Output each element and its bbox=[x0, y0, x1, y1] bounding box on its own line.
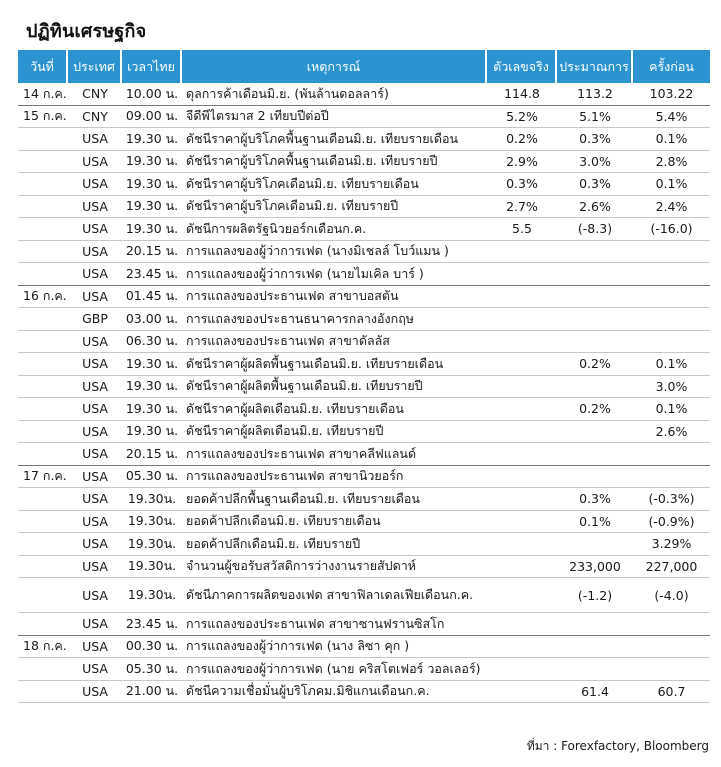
previous-cell: 2.6% bbox=[633, 421, 710, 444]
header-event: เหตุการณ์ bbox=[182, 50, 487, 83]
country-cell: USA bbox=[68, 681, 122, 704]
actual-cell bbox=[487, 353, 557, 376]
table-row bbox=[18, 398, 710, 421]
date-cell bbox=[18, 613, 68, 636]
event-cell: การแถลงของผู้ว่าการเฟด (นาย คริสโตเฟอร์ วอลเลอร์) bbox=[182, 658, 487, 681]
time-cell: 01.45 น. bbox=[122, 286, 182, 309]
forecast-cell: 233,000 bbox=[557, 556, 633, 579]
previous-cell: (-0.9%) bbox=[633, 511, 710, 534]
country-cell: USA bbox=[68, 658, 122, 681]
previous-cell: 0.1% bbox=[633, 353, 710, 376]
forecast-cell: 61.4 bbox=[557, 681, 633, 704]
table-row bbox=[18, 613, 710, 636]
actual-cell: 2.9% bbox=[487, 151, 557, 174]
date-cell bbox=[18, 196, 68, 219]
actual-cell bbox=[487, 308, 557, 331]
header-previous: ครั้งก่อน bbox=[633, 50, 710, 83]
date-cell bbox=[18, 578, 68, 613]
date-cell bbox=[18, 218, 68, 241]
event-cell: ยอดค้าปลีกเดือนมิ.ย. เทียบรายปี bbox=[182, 533, 487, 556]
previous-cell: 0.1% bbox=[633, 398, 710, 421]
time-cell: 05.30 น. bbox=[122, 658, 182, 681]
date-cell bbox=[18, 421, 68, 444]
table-row bbox=[18, 556, 710, 579]
actual-cell bbox=[487, 398, 557, 421]
table-row bbox=[18, 533, 710, 556]
forecast-cell bbox=[557, 421, 633, 444]
time-cell: 20.15 น. bbox=[122, 443, 182, 466]
economic-calendar-table bbox=[18, 50, 710, 703]
table-row bbox=[18, 578, 710, 613]
date-cell bbox=[18, 263, 68, 286]
time-cell: 19.30น. bbox=[122, 511, 182, 534]
table-header-row bbox=[18, 50, 710, 83]
actual-cell bbox=[487, 578, 557, 613]
table-row bbox=[18, 196, 710, 219]
date-cell bbox=[18, 241, 68, 264]
time-cell: 23.45 น. bbox=[122, 613, 182, 636]
forecast-cell: 0.2% bbox=[557, 398, 633, 421]
date-cell bbox=[18, 488, 68, 511]
country-cell: USA bbox=[68, 241, 122, 264]
forecast-cell bbox=[557, 533, 633, 556]
date-cell bbox=[18, 556, 68, 579]
date-cell: 16 ก.ค. bbox=[18, 286, 68, 309]
country-cell: USA bbox=[68, 173, 122, 196]
time-cell: 03.00 น. bbox=[122, 308, 182, 331]
date-cell bbox=[18, 443, 68, 466]
time-cell: 19.30น. bbox=[122, 578, 182, 613]
forecast-cell bbox=[557, 308, 633, 331]
event-cell: การแถลงของประธานเฟด สาขานิวยอร์ก bbox=[182, 466, 487, 489]
country-cell: USA bbox=[68, 466, 122, 489]
time-cell: 19.30 น. bbox=[122, 128, 182, 151]
forecast-cell: 5.1% bbox=[557, 106, 633, 129]
country-cell: USA bbox=[68, 151, 122, 174]
event-cell: ดัชนีราคาผู้ผลิตพื้นฐานเดือนมิ.ย. เทียบรายเดือน bbox=[182, 353, 487, 376]
time-cell: 20.15 น. bbox=[122, 241, 182, 264]
date-cell bbox=[18, 151, 68, 174]
previous-cell bbox=[633, 286, 710, 309]
event-cell: จีดีพีไตรมาส 2 เทียบปีต่อปี bbox=[182, 106, 487, 129]
forecast-cell: 3.0% bbox=[557, 151, 633, 174]
forecast-cell bbox=[557, 286, 633, 309]
actual-cell: 0.3% bbox=[487, 173, 557, 196]
previous-cell: 3.29% bbox=[633, 533, 710, 556]
date-cell bbox=[18, 308, 68, 331]
actual-cell bbox=[487, 263, 557, 286]
table-row bbox=[18, 353, 710, 376]
time-cell: 19.30 น. bbox=[122, 421, 182, 444]
forecast-cell bbox=[557, 376, 633, 399]
date-cell bbox=[18, 511, 68, 534]
event-cell: ดัชนีราคาผู้บริโภคเดือนมิ.ย. เทียบรายปี bbox=[182, 196, 487, 219]
event-cell: ดัชนีราคาผู้บริโภคพื้นฐานเดือนมิ.ย. เทียบรายปี bbox=[182, 151, 487, 174]
event-cell: ดัชนีราคาผู้ผลิตเดือนมิ.ย. เทียบรายปี bbox=[182, 421, 487, 444]
header-time: เวลาไทย bbox=[122, 50, 182, 83]
event-cell: ยอดค้าปลีกพื้นฐานเดือนมิ.ย. เทียบรายเดือน bbox=[182, 488, 487, 511]
event-cell: การแถลงของประธานเฟด สาขาคลีฟแลนด์ bbox=[182, 443, 487, 466]
event-cell: ยอดค้าปลีกเดือนมิ.ย. เทียบรายเดือน bbox=[182, 511, 487, 534]
event-cell: การแถลงของประธานธนาคารกลางอังกฤษ bbox=[182, 308, 487, 331]
country-cell: USA bbox=[68, 376, 122, 399]
event-cell: ดัชนีราคาผู้บริโภคพื้นฐานเดือนมิ.ย. เทียบรายเดือน bbox=[182, 128, 487, 151]
table-row bbox=[18, 488, 710, 511]
previous-cell: (-4.0) bbox=[633, 578, 710, 613]
date-cell bbox=[18, 681, 68, 704]
actual-cell: 0.2% bbox=[487, 128, 557, 151]
previous-cell: 2.8% bbox=[633, 151, 710, 174]
previous-cell bbox=[633, 613, 710, 636]
header-country: ประเทศ bbox=[68, 50, 122, 83]
date-cell bbox=[18, 398, 68, 421]
table-row bbox=[18, 466, 710, 489]
time-cell: 19.30 น. bbox=[122, 173, 182, 196]
event-cell: ดัชนีความเชื่อมั่นผู้บริโภคม.มิชิแกนเดือนก.ค. bbox=[182, 681, 487, 704]
time-cell: 21.00 น. bbox=[122, 681, 182, 704]
actual-cell bbox=[487, 511, 557, 534]
date-cell bbox=[18, 128, 68, 151]
event-cell: ดัชนีราคาผู้ผลิตเดือนมิ.ย. เทียบรายเดือน bbox=[182, 398, 487, 421]
previous-cell: 103.22 bbox=[633, 83, 710, 106]
forecast-cell bbox=[557, 331, 633, 354]
actual-cell bbox=[487, 466, 557, 489]
forecast-cell: 0.3% bbox=[557, 128, 633, 151]
country-cell: USA bbox=[68, 218, 122, 241]
country-cell: USA bbox=[68, 286, 122, 309]
country-cell: USA bbox=[68, 421, 122, 444]
source-note: ที่มา : Forexfactory, Bloomberg bbox=[526, 739, 709, 753]
actual-cell: 5.5 bbox=[487, 218, 557, 241]
country-cell: USA bbox=[68, 398, 122, 421]
forecast-cell: 0.3% bbox=[557, 173, 633, 196]
country-cell: USA bbox=[68, 196, 122, 219]
country-cell: USA bbox=[68, 488, 122, 511]
forecast-cell: 2.6% bbox=[557, 196, 633, 219]
forecast-cell bbox=[557, 241, 633, 264]
forecast-cell bbox=[557, 263, 633, 286]
table-row bbox=[18, 128, 710, 151]
table-row bbox=[18, 173, 710, 196]
forecast-cell bbox=[557, 443, 633, 466]
event-cell: ดัชนีการผลิตรัฐนิวยอร์กเดือนก.ค. bbox=[182, 218, 487, 241]
forecast-cell: 0.3% bbox=[557, 488, 633, 511]
country-cell: CNY bbox=[68, 106, 122, 129]
date-cell bbox=[18, 658, 68, 681]
previous-cell: 0.1% bbox=[633, 173, 710, 196]
actual-cell bbox=[487, 241, 557, 264]
actual-cell bbox=[487, 488, 557, 511]
actual-cell bbox=[487, 613, 557, 636]
previous-cell bbox=[633, 308, 710, 331]
actual-cell bbox=[487, 443, 557, 466]
table-row bbox=[18, 106, 710, 129]
event-cell: ดัชนีราคาผู้ผลิตพื้นฐานเดือนมิ.ย. เทียบรายปี bbox=[182, 376, 487, 399]
table-row bbox=[18, 286, 710, 309]
country-cell: USA bbox=[68, 331, 122, 354]
time-cell: 09.00 น. bbox=[122, 106, 182, 129]
country-cell: USA bbox=[68, 613, 122, 636]
event-cell: ดุลการค้าเดือนมิ.ย. (พันล้านดอลลาร์) bbox=[182, 83, 487, 106]
table-row bbox=[18, 241, 710, 264]
table-row bbox=[18, 421, 710, 444]
country-cell: CNY bbox=[68, 83, 122, 106]
table-row bbox=[18, 308, 710, 331]
forecast-cell bbox=[557, 658, 633, 681]
time-cell: 23.45 น. bbox=[122, 263, 182, 286]
actual-cell bbox=[487, 286, 557, 309]
table-row bbox=[18, 331, 710, 354]
event-cell: การแถลงของประธานเฟด สาขาบอสตัน bbox=[182, 286, 487, 309]
date-cell: 18 ก.ค. bbox=[18, 636, 68, 659]
country-cell: USA bbox=[68, 511, 122, 534]
event-cell: การแถลงของประธานเฟด สาขาซานฟรานซิสโก bbox=[182, 613, 487, 636]
previous-cell: (-16.0) bbox=[633, 218, 710, 241]
time-cell: 19.30 น. bbox=[122, 218, 182, 241]
actual-cell bbox=[487, 658, 557, 681]
previous-cell: 0.1% bbox=[633, 128, 710, 151]
actual-cell bbox=[487, 533, 557, 556]
previous-cell bbox=[633, 331, 710, 354]
actual-cell: 5.2% bbox=[487, 106, 557, 129]
forecast-cell: (-8.3) bbox=[557, 218, 633, 241]
table-row bbox=[18, 681, 710, 704]
forecast-cell: 0.1% bbox=[557, 511, 633, 534]
previous-cell: 60.7 bbox=[633, 681, 710, 704]
actual-cell bbox=[487, 331, 557, 354]
event-cell: ดัชนีราคาผู้บริโภคเดือนมิ.ย. เทียบรายเดือน bbox=[182, 173, 487, 196]
time-cell: 05.30 น. bbox=[122, 466, 182, 489]
table-row bbox=[18, 511, 710, 534]
time-cell: 19.30น. bbox=[122, 533, 182, 556]
time-cell: 19.30 น. bbox=[122, 196, 182, 219]
table-row bbox=[18, 151, 710, 174]
date-cell bbox=[18, 376, 68, 399]
forecast-cell: 113.2 bbox=[557, 83, 633, 106]
country-cell: USA bbox=[68, 636, 122, 659]
country-cell: USA bbox=[68, 353, 122, 376]
date-cell bbox=[18, 173, 68, 196]
country-cell: USA bbox=[68, 556, 122, 579]
table-row bbox=[18, 83, 710, 106]
date-cell: 15 ก.ค. bbox=[18, 106, 68, 129]
page-title: ปฏิทินเศรษฐกิจ bbox=[26, 21, 147, 42]
previous-cell: 2.4% bbox=[633, 196, 710, 219]
table-row bbox=[18, 376, 710, 399]
country-cell: USA bbox=[68, 578, 122, 613]
previous-cell: 227,000 bbox=[633, 556, 710, 579]
forecast-cell bbox=[557, 613, 633, 636]
actual-cell bbox=[487, 636, 557, 659]
header-actual: ตัวเลขจริง bbox=[487, 50, 557, 83]
table-row bbox=[18, 636, 710, 659]
time-cell: 06.30 น. bbox=[122, 331, 182, 354]
table-row bbox=[18, 658, 710, 681]
actual-cell bbox=[487, 421, 557, 444]
event-cell: การแถลงของประธานเฟด สาขาดัลลัส bbox=[182, 331, 487, 354]
previous-cell bbox=[633, 466, 710, 489]
country-cell: GBP bbox=[68, 308, 122, 331]
event-cell: จำนวนผู้ขอรับสวัสดิการว่างงานรายสัปดาห์ bbox=[182, 556, 487, 579]
actual-cell: 114.8 bbox=[487, 83, 557, 106]
event-cell: การแถลงของผู้ว่าการเฟด (นายไมเคิล บาร์ ) bbox=[182, 263, 487, 286]
time-cell: 19.30น. bbox=[122, 488, 182, 511]
date-cell bbox=[18, 331, 68, 354]
table-row bbox=[18, 443, 710, 466]
event-cell: การแถลงของผู้ว่าการเฟด (นาง ลิซา คุก ) bbox=[182, 636, 487, 659]
table-row bbox=[18, 218, 710, 241]
date-cell: 14 ก.ค. bbox=[18, 83, 68, 106]
country-cell: USA bbox=[68, 128, 122, 151]
date-cell: 17 ก.ค. bbox=[18, 466, 68, 489]
forecast-cell: 0.2% bbox=[557, 353, 633, 376]
forecast-cell bbox=[557, 466, 633, 489]
time-cell: 19.30 น. bbox=[122, 353, 182, 376]
event-cell: การแถลงของผู้ว่าการเฟด (นางมิเชลล์ โบว์แมน ) bbox=[182, 241, 487, 264]
previous-cell: 5.4% bbox=[633, 106, 710, 129]
country-cell: USA bbox=[68, 533, 122, 556]
time-cell: 00.30 น. bbox=[122, 636, 182, 659]
time-cell: 10.00 น. bbox=[122, 83, 182, 106]
header-forecast: ประมาณการ bbox=[557, 50, 633, 83]
date-cell bbox=[18, 533, 68, 556]
country-cell: USA bbox=[68, 443, 122, 466]
time-cell: 19.30น. bbox=[122, 556, 182, 579]
previous-cell: 3.0% bbox=[633, 376, 710, 399]
header-date: วันที่ bbox=[18, 50, 68, 83]
previous-cell bbox=[633, 241, 710, 264]
forecast-cell: (-1.2) bbox=[557, 578, 633, 613]
time-cell: 19.30 น. bbox=[122, 376, 182, 399]
country-cell: USA bbox=[68, 263, 122, 286]
previous-cell bbox=[633, 263, 710, 286]
actual-cell: 2.7% bbox=[487, 196, 557, 219]
previous-cell: (-0.3%) bbox=[633, 488, 710, 511]
table-row bbox=[18, 263, 710, 286]
time-cell: 19.30 น. bbox=[122, 398, 182, 421]
previous-cell bbox=[633, 443, 710, 466]
date-cell bbox=[18, 353, 68, 376]
previous-cell bbox=[633, 658, 710, 681]
actual-cell bbox=[487, 556, 557, 579]
event-cell: ดัชนีภาคการผลิตของเฟด สาขาฟิลาเดลเฟียเดือนก.ค. bbox=[182, 578, 487, 613]
previous-cell bbox=[633, 636, 710, 659]
actual-cell bbox=[487, 681, 557, 704]
actual-cell bbox=[487, 376, 557, 399]
time-cell: 19.30 น. bbox=[122, 151, 182, 174]
forecast-cell bbox=[557, 636, 633, 659]
